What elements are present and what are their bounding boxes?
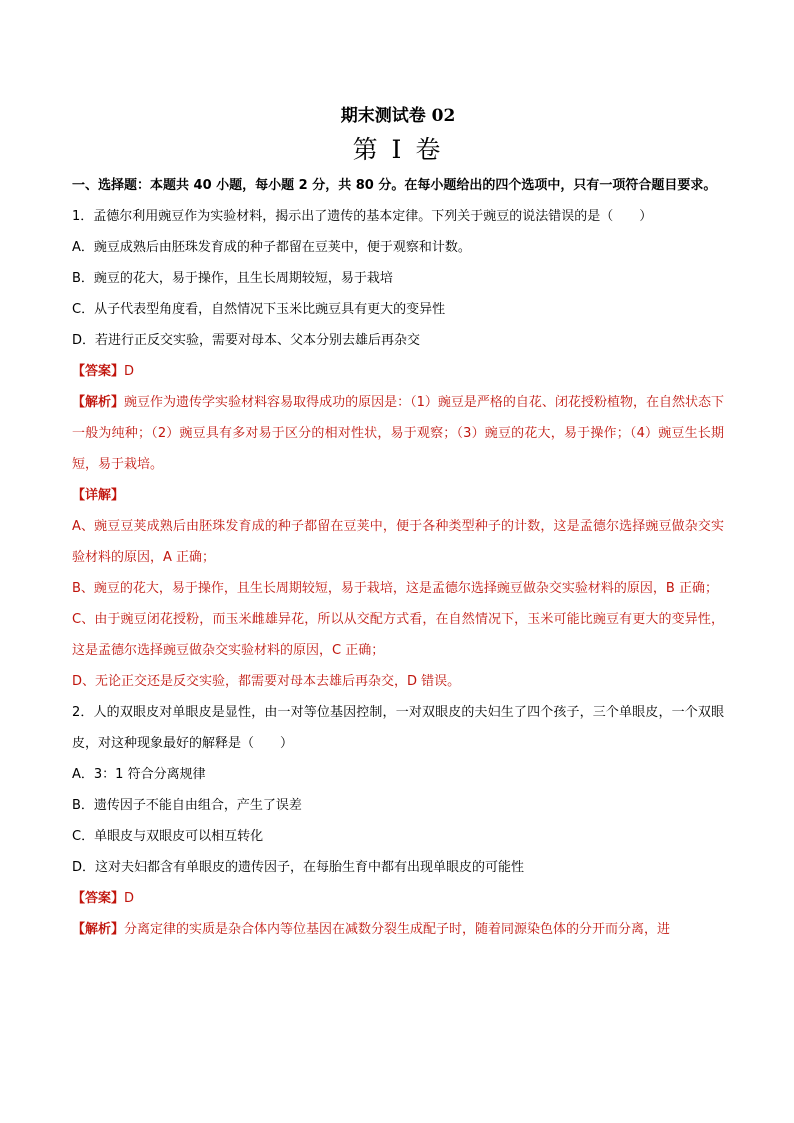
answer-tag: 【答案】	[72, 364, 125, 379]
analysis-text: 豌豆作为遗传学实验材料容易取得成功的原因是：（1）豌豆是严格的自花、闭花授粉植物，在自然状态下一般为纯种；（2）豌豆具有多对易于区分的相对性状，易于观察；（3）豌豆的花大，易于操作；（4）豌豆生长期短，易于栽培。	[72, 395, 724, 472]
analysis-text: 分离定律的实质是杂合体内等位基因在减数分裂生成配子时，随着同源染色体的分开而分离，进	[124, 922, 671, 937]
option-c: C．单眼皮与双眼皮可以相互转化	[72, 829, 264, 844]
answer-value: D	[124, 891, 135, 906]
option-b: B．豌豆的花大，易于操作，且生长周期较短，易于栽培	[72, 271, 393, 286]
question-1	[72, 201, 724, 697]
detail-d: D、无论正交还是反交实验，都需要对母本去雄后再杂交，D 错误。	[72, 674, 461, 689]
option-b: B．遗传因子不能自由组合，产生了误差	[72, 798, 302, 813]
option-a: A．3：1 符合分离规律	[72, 767, 206, 782]
question-stem: 1．孟德尔利用豌豆作为实验材料，揭示出了遗传的基本定律。下列关于豌豆的说法错误的是（ ）	[72, 209, 653, 224]
detail-a: A、豌豆豆荚成熟后由胚珠发育成的种子都留在豆荚中，便于各种类型种子的计数，这是孟德尔选择豌豆做杂交实验材料的原因，A 正确；	[72, 519, 724, 565]
page-title: 期末测试卷 02	[340, 106, 456, 126]
question-2	[72, 697, 724, 945]
document-page	[72, 100, 724, 945]
option-d: D．这对夫妇都含有单眼皮的遗传因子，在每胎生育中都有出现单眼皮的可能性	[72, 860, 525, 875]
detail-c: C、由于豌豆闭花授粉，而玉米雌雄异花，所以从交配方式看，在自然情况下，玉米可能比豌豆有更大的变异性，这是孟德尔选择豌豆做杂交实验材料的原因，C 正确；	[72, 612, 724, 658]
option-a: A．豌豆成熟后由胚珠发育成的种子都留在豆荚中，便于观察和计数。	[72, 240, 471, 255]
page-subtitle: 第 I 卷	[352, 135, 444, 164]
answer-line	[72, 883, 724, 914]
detail-line	[72, 480, 724, 511]
detail-b: B、豌豆的花大，易于操作，且生长周期较短，易于栽培，这是孟德尔选择豌豆做杂交实验材料的原因，B 正确；	[72, 581, 718, 596]
answer-line	[72, 356, 724, 387]
analysis-paragraph	[72, 387, 724, 480]
detail-tag: 【详解】	[72, 488, 125, 503]
question-stem: 2．人的双眼皮对单眼皮是显性，由一对等位基因控制，一对双眼皮的夫妇生了四个孩子，三个单眼皮，一个双眼皮，对这种现象最好的解释是（ ）	[72, 705, 724, 751]
answer-value: D	[124, 364, 135, 379]
answer-tag: 【答案】	[72, 891, 125, 906]
analysis-tag: 【解析】	[72, 922, 125, 937]
option-c: C．从子代表型角度看，自然情况下玉米比豌豆具有更大的变异性	[72, 302, 446, 317]
section-instruction: 一、选择题：本题共 40 小题，每小题 2 分，共 80 分。在每小题给出的四个选项中，只有一项符合题目要求。	[72, 178, 717, 193]
option-d: D．若进行正反交实验，需要对母本、父本分别去雄后再杂交	[72, 333, 421, 348]
analysis-tag: 【解析】	[72, 395, 125, 410]
analysis-paragraph	[72, 914, 724, 945]
